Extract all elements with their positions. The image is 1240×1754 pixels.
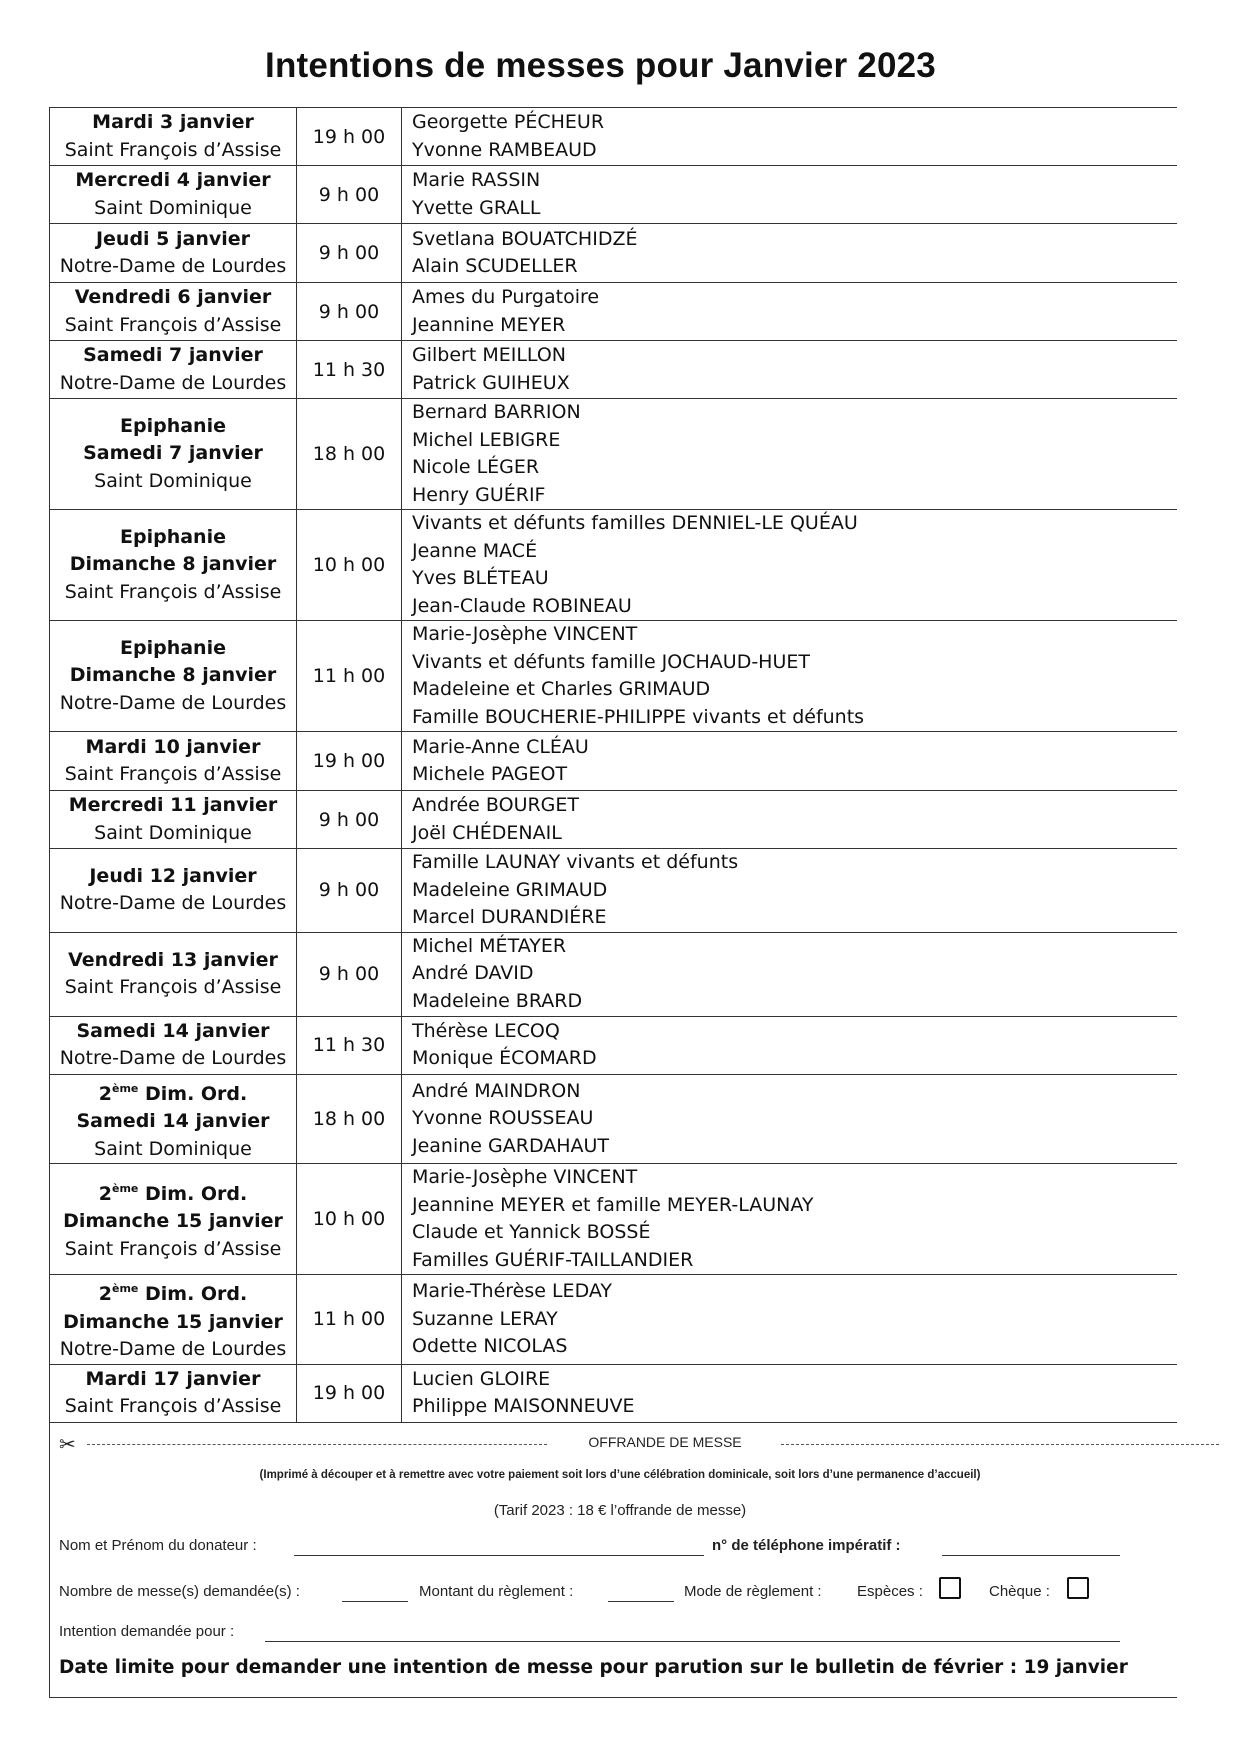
mass-count-field[interactable]	[342, 1601, 408, 1602]
mass-schedule-body	[50, 108, 1178, 1423]
intention-name: Madeleine GRIMAUD	[412, 878, 608, 901]
mass-church: Saint François d’Assise	[64, 1237, 282, 1260]
mass-day-cell	[50, 1164, 297, 1275]
intention-name: Famille BOUCHERIE-PHILIPPE vivants et défunts	[412, 705, 865, 728]
mass-intentions-cell	[402, 283, 1178, 341]
feast-ordinal-suffix: ème	[111, 1181, 139, 1195]
mass-church: Notre-Dame de Lourdes	[59, 892, 287, 915]
mass-church: Notre-Dame de Lourdes	[59, 255, 287, 277]
intention-name: Svetlana BOUATCHIDZÉ	[412, 227, 638, 250]
dashed-line-right	[781, 1444, 1219, 1445]
feast-number: 2	[98, 1283, 112, 1305]
intention-name: André MAINDRON	[412, 1079, 581, 1102]
intention-name: Yvonne RAMBEAUD	[412, 138, 597, 161]
donor-label: Nom et Prénom du donateur :	[59, 1537, 257, 1554]
intention-name: Marcel DURANDIÉRE	[412, 906, 607, 928]
mass-date: Vendredi 13 janvier	[68, 948, 278, 971]
intention-name: Andrée BOURGET	[412, 794, 580, 816]
cut-line	[59, 1434, 1159, 1456]
mass-time: 18 h 00	[297, 399, 402, 510]
intention-name: Monique ÉCOMARD	[412, 1047, 597, 1069]
mass-church: Saint François d’Assise	[64, 313, 282, 336]
mass-row	[50, 1164, 1178, 1275]
dashed-line-left	[87, 1444, 547, 1445]
mass-date: Mercredi 11 janvier	[68, 794, 278, 816]
mass-date: Jeudi 5 janvier	[95, 227, 251, 250]
intention-name: Michel LEBIGRE	[412, 428, 561, 451]
intention-name: Georgette PÉCHEUR	[412, 111, 605, 133]
mass-row	[50, 791, 1178, 849]
mass-date: Mardi 3 janvier	[92, 111, 254, 133]
feast-ordinal-suffix: ème	[111, 1081, 139, 1095]
intention-name: Ames du Purgatoire	[412, 286, 600, 308]
mass-intentions-cell	[402, 224, 1178, 283]
mass-day-cell	[50, 341, 297, 399]
intention-name: Vivants et défunts familles DENNIEL-LE QUÉAU	[412, 512, 858, 534]
feast-name: Dim. Ord.	[138, 1182, 248, 1205]
mass-church: Notre-Dame de Lourdes	[59, 371, 287, 394]
mass-time: 10 h 00	[297, 510, 402, 621]
mass-church: Saint François d’Assise	[64, 1395, 282, 1417]
mass-day-cell	[50, 1016, 297, 1074]
mass-time: 9 h 00	[297, 849, 402, 933]
mass-day-cell	[50, 283, 297, 341]
mass-intentions-cell	[402, 108, 1178, 166]
mass-day-cell	[50, 1074, 297, 1164]
mass-day-cell	[50, 108, 297, 166]
intention-name: André DAVID	[412, 962, 534, 985]
mass-row	[50, 932, 1178, 1016]
mass-row	[50, 166, 1178, 224]
mass-day-cell	[50, 621, 297, 732]
mass-church: Saint Dominique	[94, 1137, 252, 1160]
mass-time: 19 h 00	[297, 732, 402, 791]
mass-time: 18 h 00	[297, 1074, 402, 1164]
mass-church: Saint Dominique	[94, 821, 252, 844]
mass-intentions-cell	[402, 621, 1178, 732]
intention-label: Intention demandée pour :	[59, 1623, 235, 1640]
mass-row	[50, 1364, 1178, 1422]
mass-date: Dimanche 8 janvier	[69, 664, 277, 687]
mass-row	[50, 399, 1178, 510]
mass-church: Saint François d’Assise	[64, 976, 282, 998]
mass-intentions-cell	[402, 1364, 1178, 1422]
mass-date: Mercredi 4 janvier	[75, 169, 271, 191]
mass-date: Samedi 7 janvier	[83, 344, 263, 366]
mass-intentions-cell	[402, 1016, 1178, 1074]
intention-name: Yves BLÉTEAU	[412, 567, 549, 589]
mass-row	[50, 1275, 1178, 1365]
intention-name: Famille LAUNAY vivants et défunts	[412, 851, 739, 873]
mass-date: Samedi 14 janvier	[76, 1019, 270, 1042]
mass-church: Saint François d’Assise	[64, 580, 282, 603]
mass-date: Dimanche 15 janvier	[63, 1310, 283, 1333]
mass-row	[50, 341, 1178, 399]
mass-day-cell	[50, 399, 297, 510]
mass-date: Samedi 7 janvier	[83, 442, 263, 465]
amount-field[interactable]	[608, 1601, 674, 1602]
mass-date: Vendredi 6 janvier	[74, 286, 272, 308]
cash-label: Espèces :	[857, 1583, 923, 1600]
coupon-heading: OFFRANDE DE MESSE	[588, 1434, 742, 1450]
intention-name: Odette NICOLAS	[412, 1335, 568, 1357]
mass-row	[50, 1074, 1178, 1164]
feast-name: Dim. Ord.	[138, 1283, 248, 1305]
intention-name: Joël CHÉDENAIL	[412, 821, 562, 844]
mass-church: Saint Dominique	[94, 469, 252, 492]
intention-name: Philippe MAISONNEUVE	[412, 1395, 635, 1417]
mass-day-cell	[50, 791, 297, 849]
mass-date: Mardi 10 janvier	[85, 735, 261, 758]
mass-date: Samedi 14 janvier	[76, 1110, 270, 1132]
intention-name: Jeannine MEYER et famille MEYER-LAUNAY	[412, 1193, 814, 1216]
intention-name: Marie-Josèphe VINCENT	[412, 1166, 638, 1188]
mass-day-cell	[50, 932, 297, 1016]
feast-label	[50, 1075, 296, 1109]
page-title: Intentions de messes pour Janvier 2023	[265, 46, 936, 85]
mass-intentions-cell	[402, 341, 1178, 399]
mass-intentions-cell	[402, 1164, 1178, 1275]
intention-name: Claude et Yannick BOSSÉ	[412, 1221, 651, 1243]
intention-name: Alain SCUDELLER	[412, 255, 578, 277]
mass-intentions-cell	[402, 791, 1178, 849]
mass-date: Dimanche 8 janvier	[69, 553, 277, 576]
mass-day-cell	[50, 224, 297, 283]
mass-time: 10 h 00	[297, 1164, 402, 1275]
mass-intentions-cell	[402, 510, 1178, 621]
mass-row	[50, 224, 1178, 283]
intention-name: Gilbert MEILLON	[412, 344, 566, 366]
intention-name: Nicole LÉGER	[412, 456, 540, 478]
cheque-checkbox[interactable]	[1067, 1577, 1089, 1599]
intention-name: Marie-Anne CLÉAU	[412, 735, 589, 758]
intention-name: Marie-Josèphe VINCENT	[412, 623, 638, 645]
mass-intentions-cell	[402, 849, 1178, 933]
phone-label: n° de téléphone impératif :	[712, 1537, 901, 1554]
mass-row	[50, 1016, 1178, 1074]
mass-feast: Epiphanie	[120, 636, 226, 659]
mass-date: Dimanche 15 janvier	[63, 1210, 283, 1233]
coupon-tarif: (Tarif 2023 : 18 € l’offrande de messe)	[493, 1502, 747, 1519]
mass-schedule-table	[49, 107, 1177, 1423]
mass-time: 11 h 30	[297, 341, 402, 399]
coupon-frame-left	[49, 1420, 50, 1698]
intention-name: Marie RASSIN	[412, 169, 541, 191]
mass-intentions-cell	[402, 1074, 1178, 1164]
mass-time: 11 h 00	[297, 621, 402, 732]
intention-name: Familles GUÉRIF-TAILLANDIER	[412, 1248, 694, 1271]
mass-intentions-cell	[402, 932, 1178, 1016]
mass-intentions-cell	[402, 399, 1178, 510]
intention-name: Henry GUÉRIF	[412, 483, 546, 506]
mass-row	[50, 510, 1178, 621]
intention-name: Suzanne LERAY	[412, 1307, 558, 1330]
intention-name: Yvonne ROUSSEAU	[412, 1107, 594, 1129]
feast-number: 2	[98, 1182, 112, 1205]
payment-mode-label: Mode de règlement :	[684, 1583, 822, 1600]
mass-intentions-cell	[402, 1275, 1178, 1365]
mass-time: 9 h 00	[297, 166, 402, 224]
mass-day-cell	[50, 166, 297, 224]
mass-time: 19 h 00	[297, 1364, 402, 1422]
mass-date: Mardi 17 janvier	[85, 1367, 261, 1390]
mass-intentions-cell	[402, 732, 1178, 791]
intention-name: Patrick GUIHEUX	[412, 371, 570, 394]
cheque-label: Chèque :	[989, 1583, 1050, 1600]
intention-field[interactable]	[265, 1641, 1120, 1642]
feast-label	[50, 1175, 296, 1209]
mass-date: Jeudi 12 janvier	[89, 864, 257, 887]
intention-name: Jeannine MEYER	[412, 313, 566, 336]
intention-name: Lucien GLOIRE	[412, 1367, 551, 1390]
mass-day-cell	[50, 1275, 297, 1365]
cash-checkbox[interactable]	[939, 1577, 961, 1599]
intention-name: Yvette GRALL	[412, 196, 541, 219]
mass-time: 9 h 00	[297, 224, 402, 283]
mass-church: Notre-Dame de Lourdes	[59, 1338, 287, 1360]
mass-church: Notre-Dame de Lourdes	[59, 691, 287, 714]
amount-label: Montant du règlement :	[419, 1583, 574, 1600]
mass-time: 9 h 00	[297, 791, 402, 849]
mass-day-cell	[50, 1364, 297, 1422]
scissors-icon: ✂	[59, 1434, 76, 1456]
mass-row	[50, 849, 1178, 933]
donor-name-field[interactable]	[294, 1555, 704, 1556]
mass-time: 11 h 30	[297, 1016, 402, 1074]
phone-field[interactable]	[942, 1555, 1120, 1556]
mass-time: 9 h 00	[297, 283, 402, 341]
mass-intentions-cell	[402, 166, 1178, 224]
intention-name: Michel MÉTAYER	[412, 934, 567, 957]
mass-day-cell	[50, 510, 297, 621]
feast-name: Dim. Ord.	[138, 1082, 248, 1105]
mass-church: Notre-Dame de Lourdes	[59, 1047, 287, 1069]
mass-church: Saint François d’Assise	[64, 763, 282, 785]
coupon-note: (Imprimé à découper et à remettre avec votre paiement soit lors d’une célébration dominicale, soit lors d’une permanence d’accueil)	[259, 1469, 981, 1481]
intention-name: Marie-Thérèse LEDAY	[412, 1280, 612, 1302]
intention-name: Jean-Claude ROBINEAU	[412, 594, 632, 617]
feast-number: 2	[98, 1082, 112, 1105]
coupon-frame-bottom	[49, 1697, 1177, 1698]
intention-name: Madeleine BRARD	[412, 989, 583, 1012]
mass-feast: Epiphanie	[120, 525, 226, 548]
feast-label	[50, 1275, 296, 1309]
intention-name: Michele PAGEOT	[412, 763, 568, 785]
intention-name: Madeleine et Charles GRIMAUD	[412, 678, 711, 700]
intention-name: Jeanine GARDAHAUT	[412, 1134, 610, 1157]
mass-row	[50, 108, 1178, 166]
intention-name: Vivants et défunts famille JOCHAUD-HUET	[412, 650, 810, 673]
intention-name: Jeanne MACÉ	[412, 539, 538, 562]
mass-row	[50, 283, 1178, 341]
feast-ordinal-suffix: ème	[111, 1282, 139, 1295]
intention-name: Bernard BARRION	[412, 401, 581, 423]
mass-time: 11 h 00	[297, 1275, 402, 1365]
deadline-notice: Date limite pour demander une intention de messe pour parution sur le bulletin de février : 19 janvier	[59, 1657, 1128, 1678]
mass-day-cell	[50, 732, 297, 791]
mass-time: 9 h 00	[297, 932, 402, 1016]
mass-church: Saint Dominique	[94, 196, 252, 219]
mass-row	[50, 732, 1178, 791]
mass-church: Saint François d’Assise	[64, 138, 282, 161]
mass-day-cell	[50, 849, 297, 933]
mass-time: 19 h 00	[297, 108, 402, 166]
mass-row	[50, 621, 1178, 732]
mass-feast: Epiphanie	[120, 414, 226, 437]
mass-count-label: Nombre de messe(s) demandée(s) :	[59, 1583, 300, 1600]
intention-name: Thérèse LECOQ	[412, 1019, 560, 1042]
